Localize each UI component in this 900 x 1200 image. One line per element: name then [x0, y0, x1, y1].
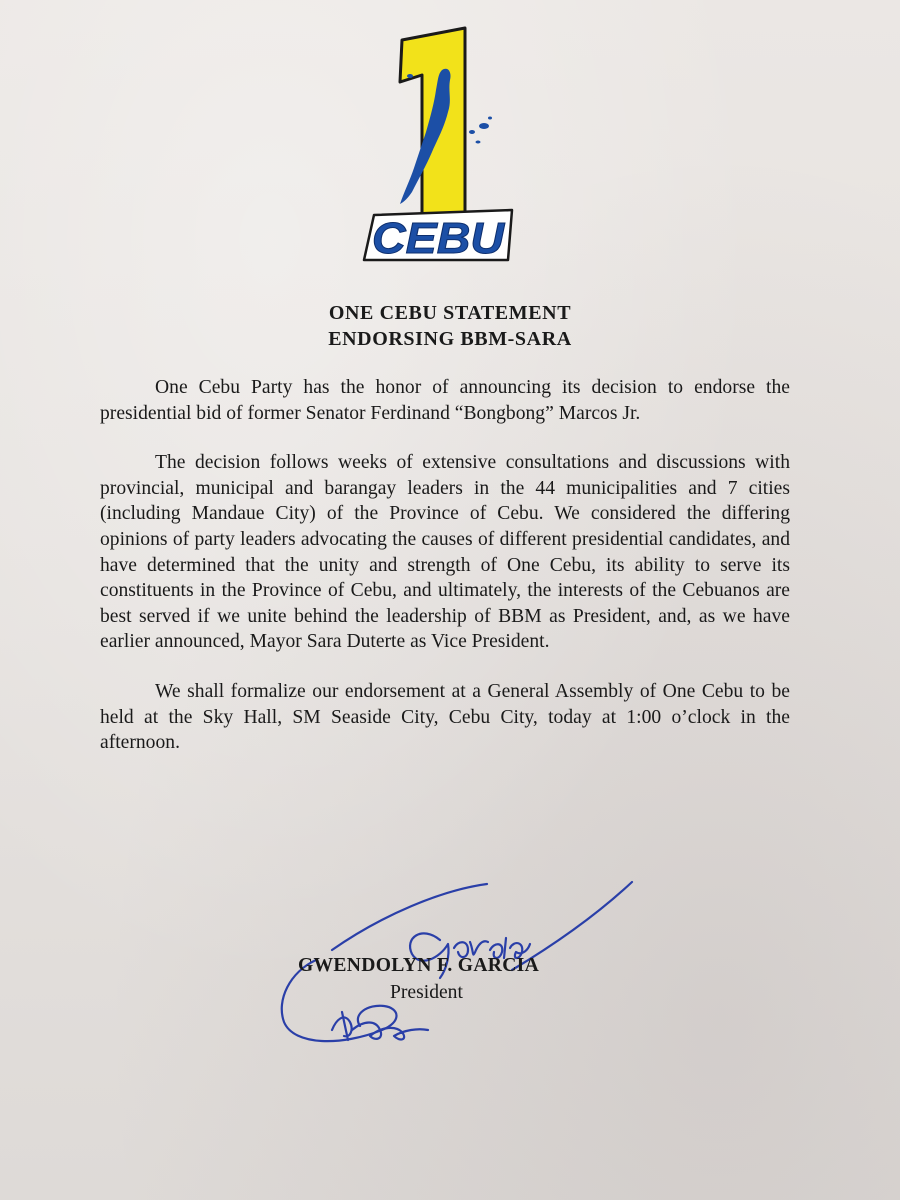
title-line-1: ONE CEBU STATEMENT: [328, 302, 572, 324]
paragraph-3: We shall formalize our endorsement at a General Assembly of One Cebu to be held at the Sky Hall, SM Seaside City, Cebu City, today at 1:00 o’clock in the afternoon.: [100, 680, 790, 754]
signatory-block: [298, 952, 618, 1006]
title-line-2: ENDORSING BBM-SARA: [328, 328, 572, 350]
signatory-name: GWENDOLYN F. GARCIA: [298, 955, 540, 976]
statement-title: [0, 300, 900, 352]
signatory-title: President: [390, 982, 463, 1003]
logo-wordmark: CEBU: [372, 214, 506, 263]
statement-body: [100, 375, 790, 780]
one-cebu-logo: [360, 20, 520, 265]
paragraph-2: The decision follows weeks of extensive consultations and discussions with provincial, municipal and barangay leaders in the 44 municipalities and 7 cities (including Mandaue City) of the Province of Cebu. We considered the differing opinions of party leaders advocating the causes of different presidential candidates, and have determined that the unity and strength of One Cebu, its ability to serve its constituents in the Province of Cebu, and ultimately, the interests of the Cebuanos are best served if we unite behind the leadership of BBM as President, and, as we have earlier announced, Mayor Sara Duterte as Vice President.: [100, 452, 790, 653]
paragraph-1: One Cebu Party has the honor of announcing its decision to endorse the presidential bid of former Senator Ferdinand “Bongbong” Marcos Jr.: [100, 377, 790, 424]
